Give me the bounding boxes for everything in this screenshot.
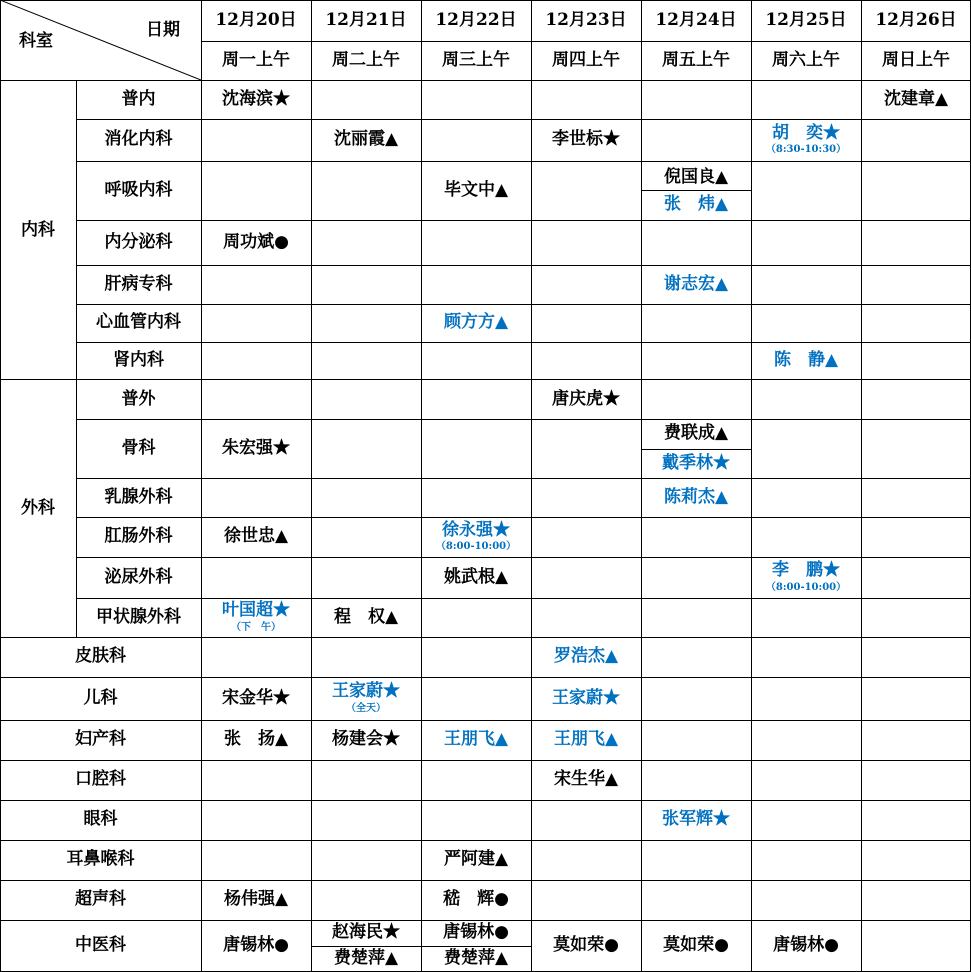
doctor-cell <box>311 720 421 760</box>
session-header-3: 周三上午 <box>442 50 510 71</box>
doctor-name: 莫如荣● <box>663 935 729 956</box>
dept-label: 超声科 <box>75 889 126 910</box>
doctor-name: 张军辉★ <box>662 809 730 830</box>
doctor-name: 陈 静▲ <box>773 350 839 371</box>
grid-line <box>311 0 312 972</box>
subdept-label: 呼吸内科 <box>104 179 173 200</box>
dept-label: 中医科 <box>75 935 126 956</box>
doctor-time-note: （8:00-10:00） <box>435 541 517 553</box>
doctor-name: 赵海民★ <box>332 922 400 943</box>
doctor-cell <box>311 598 421 637</box>
dept-label: 口腔科 <box>75 769 126 790</box>
grid-line <box>641 0 642 972</box>
doctor-cell <box>311 920 421 946</box>
date-header-2: 12月21日 <box>325 9 407 30</box>
subdept-label: 甲状腺外科 <box>96 606 181 627</box>
doctor-name: 徐永强★ <box>442 519 510 540</box>
date-header-6: 12月25日 <box>765 9 847 30</box>
grid-line <box>0 920 971 921</box>
grid-line <box>76 161 971 162</box>
grid-line <box>76 265 971 266</box>
doctor-cell <box>641 449 751 478</box>
session-header-5: 周五上午 <box>662 50 730 71</box>
doctor-name: 王家蔚★ <box>552 687 620 708</box>
doctor-name: 杨建会★ <box>332 729 400 750</box>
doctor-name: 费楚萍▲ <box>443 948 509 969</box>
date-header-4: 12月23日 <box>545 9 627 30</box>
grid-line <box>76 478 971 479</box>
doctor-name: 谢志宏▲ <box>663 273 729 294</box>
grid-line <box>641 449 751 450</box>
date-header-5: 12月24日 <box>655 9 737 30</box>
dept-label: 儿科 <box>83 687 118 708</box>
doctor-cell <box>201 720 311 760</box>
session-header-1: 周一上午 <box>222 50 290 71</box>
subdept-label: 肝病专科 <box>104 273 173 294</box>
doctor-cell <box>421 161 531 220</box>
doctor-cell <box>201 880 311 920</box>
grid-line <box>76 517 971 518</box>
doctor-cell <box>641 478 751 517</box>
session-header-7: 周日上午 <box>882 50 950 71</box>
doctor-name: 叶国超★ <box>222 600 290 621</box>
doctor-name: 沈丽霞▲ <box>333 129 399 150</box>
doctor-name: 胡 奕★ <box>772 122 840 143</box>
subdept-label: 乳腺外科 <box>104 486 173 507</box>
subdept-label: 肾内科 <box>113 350 164 371</box>
doctor-name: 费楚萍▲ <box>333 948 399 969</box>
date-header-3: 12月22日 <box>435 9 517 30</box>
subdept-label: 骨科 <box>121 437 156 458</box>
doctor-name: 戴季林★ <box>662 452 730 473</box>
doctor-cell <box>531 119 641 161</box>
grid-line <box>76 304 971 305</box>
doctor-cell <box>201 81 311 119</box>
doctor-cell <box>201 677 311 720</box>
doctor-cell <box>311 677 421 720</box>
doctor-name: 宋金华★ <box>222 687 290 708</box>
doctor-name: 周功斌● <box>223 231 289 252</box>
date-header-1: 12月20日 <box>215 9 297 30</box>
grid-line <box>76 342 971 343</box>
doctor-name: 沈海滨★ <box>222 89 290 110</box>
grid-line <box>76 419 971 420</box>
grid-line <box>311 946 531 947</box>
group-neike: 内科 <box>21 219 55 240</box>
subdept-label: 普内 <box>121 89 156 110</box>
date-header-7: 12月26日 <box>875 9 957 30</box>
doctor-name: 王朋飞▲ <box>443 729 509 750</box>
dept-label: 眼科 <box>83 809 118 830</box>
doctor-cell <box>421 880 531 920</box>
corner-dept-label: 科室 <box>19 31 53 52</box>
doctor-cell <box>531 720 641 760</box>
subdept-label: 消化内科 <box>104 129 173 150</box>
doctor-name: 张 扬▲ <box>223 729 289 750</box>
doctor-name: 唐锡林● <box>443 922 509 943</box>
doctor-cell <box>201 920 311 972</box>
doctor-cell <box>421 557 531 598</box>
doctor-cell <box>641 190 751 220</box>
corner-date-label: 日期 <box>146 20 180 41</box>
grid-line <box>76 598 971 599</box>
subdept-label: 普外 <box>121 388 156 409</box>
doctor-name: 顾方方▲ <box>443 312 509 333</box>
doctor-name: 罗浩杰▲ <box>553 646 619 667</box>
grid-line <box>531 0 532 972</box>
doctor-cell <box>421 840 531 880</box>
grid-line <box>0 720 971 721</box>
doctor-cell <box>201 517 311 557</box>
doctor-cell <box>421 920 531 946</box>
doctor-cell <box>641 419 751 449</box>
dept-label: 皮肤科 <box>75 646 126 667</box>
doctor-name: 李世标★ <box>552 129 620 150</box>
doctor-name: 朱宏强★ <box>222 437 290 458</box>
subdept-label: 心血管内科 <box>96 312 181 333</box>
doctor-cell <box>201 598 311 637</box>
doctor-time-note: （8:00-10:00） <box>765 581 847 593</box>
session-header-2: 周二上午 <box>332 50 400 71</box>
doctor-name: 徐世忠▲ <box>223 526 289 547</box>
grid-line <box>641 190 751 191</box>
grid-line <box>0 840 971 841</box>
doctor-name: 陈莉杰▲ <box>663 486 729 507</box>
doctor-cell <box>311 946 421 972</box>
doctor-cell <box>421 304 531 342</box>
grid-line <box>0 800 971 801</box>
grid-line <box>861 0 862 972</box>
doctor-cell <box>641 920 751 972</box>
doctor-cell <box>201 419 311 478</box>
doctor-time-note: （8:30-10:30） <box>765 144 847 156</box>
doctor-name: 费联成▲ <box>663 423 729 444</box>
session-header-4: 周四上午 <box>552 50 620 71</box>
doctor-name: 莫如荣● <box>553 935 619 956</box>
doctor-cell <box>421 720 531 760</box>
subdept-label: 泌尿外科 <box>104 566 173 587</box>
doctor-name: 唐锡林● <box>773 935 839 956</box>
doctor-name: 王家蔚★ <box>332 681 400 702</box>
grid-line <box>421 0 422 972</box>
session-header-6: 周六上午 <box>772 50 840 71</box>
dept-label: 耳鼻喉科 <box>66 849 135 870</box>
doctor-name: 唐庆虎★ <box>552 388 620 409</box>
doctor-cell <box>531 760 641 800</box>
doctor-name: 嵇 辉● <box>443 889 509 910</box>
doctor-cell <box>311 119 421 161</box>
doctor-cell <box>751 920 861 972</box>
doctor-cell <box>861 81 971 119</box>
doctor-cell <box>201 220 311 265</box>
grid-line <box>0 80 971 81</box>
doctor-cell <box>641 265 751 304</box>
doctor-cell <box>641 800 751 840</box>
doctor-name: 唐锡林● <box>223 935 289 956</box>
doctor-cell <box>531 380 641 419</box>
doctor-cell <box>751 342 861 380</box>
doctor-cell <box>421 946 531 972</box>
doctor-name: 程 权▲ <box>333 606 399 627</box>
dept-label: 妇产科 <box>75 729 126 750</box>
doctor-cell <box>531 637 641 677</box>
doctor-name: 毕文中▲ <box>443 179 509 200</box>
doctor-name: 张 炜▲ <box>663 194 729 215</box>
grid-line <box>0 0 1 972</box>
doctor-time-note: （全天） <box>346 702 386 714</box>
doctor-cell <box>751 557 861 598</box>
doctor-name: 沈建章▲ <box>883 89 949 110</box>
doctor-name: 杨伟强▲ <box>223 889 289 910</box>
grid-line <box>201 41 971 42</box>
doctor-cell <box>531 677 641 720</box>
grid-line <box>76 81 77 637</box>
grid-line <box>76 119 971 120</box>
doctor-name: 倪国良▲ <box>663 167 729 188</box>
grid-line <box>201 0 202 972</box>
doctor-name: 宋生华▲ <box>553 769 619 790</box>
doctor-cell <box>531 920 641 972</box>
grid-line <box>76 557 971 558</box>
grid-line <box>0 677 971 678</box>
doctor-name: 姚武根▲ <box>443 566 509 587</box>
doctor-name: 王朋飞▲ <box>553 729 619 750</box>
grid-line <box>751 0 752 972</box>
grid-line <box>0 379 971 380</box>
grid-line <box>76 220 971 221</box>
doctor-time-note: （下 午） <box>231 621 281 633</box>
grid-line <box>0 0 971 1</box>
doctor-cell <box>751 119 861 161</box>
subdept-label: 内分泌科 <box>104 231 173 252</box>
group-waike: 外科 <box>21 497 55 518</box>
subdept-label: 肛肠外科 <box>104 526 173 547</box>
grid-line <box>0 760 971 761</box>
doctor-name: 李 鹏★ <box>772 560 840 581</box>
doctor-name: 严阿建▲ <box>443 849 509 870</box>
doctor-cell <box>421 517 531 557</box>
grid-line <box>0 880 971 881</box>
grid-line <box>0 637 971 638</box>
